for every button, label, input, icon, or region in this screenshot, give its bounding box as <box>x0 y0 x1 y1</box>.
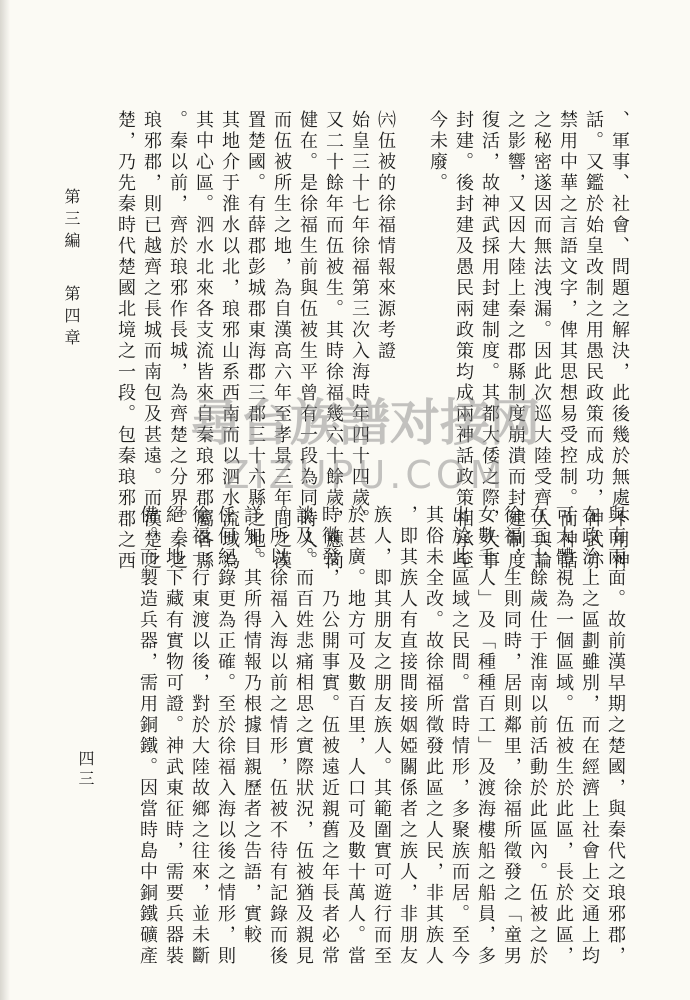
text-column: 、軍事、社會、問題之解決，此後幾於無處不用神 <box>609 110 630 572</box>
text-column: ㈥伍被的徐福情報來源考證 <box>375 110 396 362</box>
text-column: 之秘密遂因而無法洩漏。因此次巡大陸受齊人與論 <box>531 110 552 572</box>
text-column: 備。而製造兵器，需用銅鐵。因當時島中銅鐵礦產 <box>137 505 158 967</box>
text-column: 在三十餘歲仕于淮南以前活動於此區內。伍被之於 <box>527 505 548 967</box>
text-column: 其地介于淮水以北，琅邪山系西南而以泗水流域為 <box>219 110 240 572</box>
page-number: 四三 <box>76 750 95 790</box>
chapter-label: 第四章 <box>62 285 81 351</box>
part-label: 第三編 <box>62 188 81 254</box>
text-column: 談及。而百姓悲痛相思之實際狀況，伍被猶及親見 <box>293 505 314 967</box>
text-column: 在政治上之區劃雖別，而在經濟上社會上交通上均 <box>579 505 600 967</box>
text-column: 詳知。其所得情報乃根據目親歷者之告語，實較 <box>241 505 262 946</box>
text-column: 楚，乃先秦時代楚國北境之一段。包秦琅邪郡之西 <box>115 110 136 572</box>
lower-text-block <box>134 505 628 967</box>
text-column: 禁用中華之言語文字，俾其思想易受控制。而神話 <box>557 110 578 572</box>
text-column: 置楚國。有薛郡彭城郡東海郡三郡三十六縣之地。 <box>245 110 266 572</box>
text-column: 可大體視為一個區域。伍被生於此區，長於此區， <box>553 505 574 967</box>
text-column: 話。又鑑於始皇改制之用愚民政策而成功，神武亦 <box>583 110 604 572</box>
text-column: 與南兩面。故前漢早期之楚國，與秦代之琅邪郡， <box>605 505 626 967</box>
text-column: 絕。地下藏有實物可證。神武東征時，需要兵器裝 <box>163 505 184 967</box>
text-column: ，即其族人有直接間接姻婭關係者之族人，非朋友 <box>397 505 418 967</box>
text-column: 健在。是徐福生前與伍被生平曾有一段為同時人。 <box>297 110 318 572</box>
text-column: 徐福，生則同時，居則鄰里，徐福所徵發之「童男 <box>501 505 522 967</box>
text-column: 於甚廣。地方可及數百里，人口可及數十萬人。當 <box>345 505 366 967</box>
text-column: 出於此區域之民間。當時情形，多聚族而居。至今 <box>449 505 470 967</box>
watermark <box>130 388 600 498</box>
text-column: 今未廢。 <box>427 110 448 194</box>
text-column: 徐福一行東渡以後，對於大陸故鄉之往來，並未斷 <box>189 505 210 967</box>
text-column: 其俗未全改。故徐福所徵發此區之人民，非其族人 <box>423 505 444 967</box>
text-column: 而伍被所生之地，為自漢高六年至孝景三年間之漢 <box>271 110 292 572</box>
text-column: 又二十餘年而伍被生。其時徐福幾六十餘歲，應尚 <box>323 110 344 572</box>
text-column: 其中心區。泗水北來各支流皆來自秦琅邪郡屬各縣 <box>193 110 214 572</box>
text-column: 。所以徐福入海以前之情形，伍被不待有記錄而後 <box>267 505 288 967</box>
text-column: 時徵發，乃公開事實。伍被遠近親舊之年長者必常 <box>319 505 340 967</box>
text-column: 族人，即其朋友之朋友族人。其範圍實可遊行而至 <box>371 505 392 967</box>
text-column: 任何紀錄更為正確。至於徐福入海以後之情形，則 <box>215 505 236 967</box>
text-column: 復活，故神武採用封建制度。其都大倭之際，大事 <box>479 110 500 572</box>
text-column: 琅邪郡，則已越齊之長城而南包及甚遠。而漢楚之 <box>141 110 162 572</box>
watermark-url: ZIZUPU.COM <box>223 453 507 497</box>
text-column: 始皇三十七年徐福第三次入海時年四十四歲。 <box>349 110 370 530</box>
text-column: 女數千人」及「種種百工」及渡海樓船之船員，多 <box>475 505 496 967</box>
text-column: 。秦以前，齊於琅邪作長城，為齊楚之分界。秦之 <box>167 110 188 572</box>
text-column: 之影響，又因大陸上秦之郡縣制度崩潰而封建制度 <box>505 110 526 572</box>
watermark-text: 尋台族譜对接网 <box>190 394 540 452</box>
text-column: 封建。後封建及愚民兩政策均成兩神話政策相承至 <box>453 110 474 572</box>
page-edge-shadow <box>0 0 10 1000</box>
